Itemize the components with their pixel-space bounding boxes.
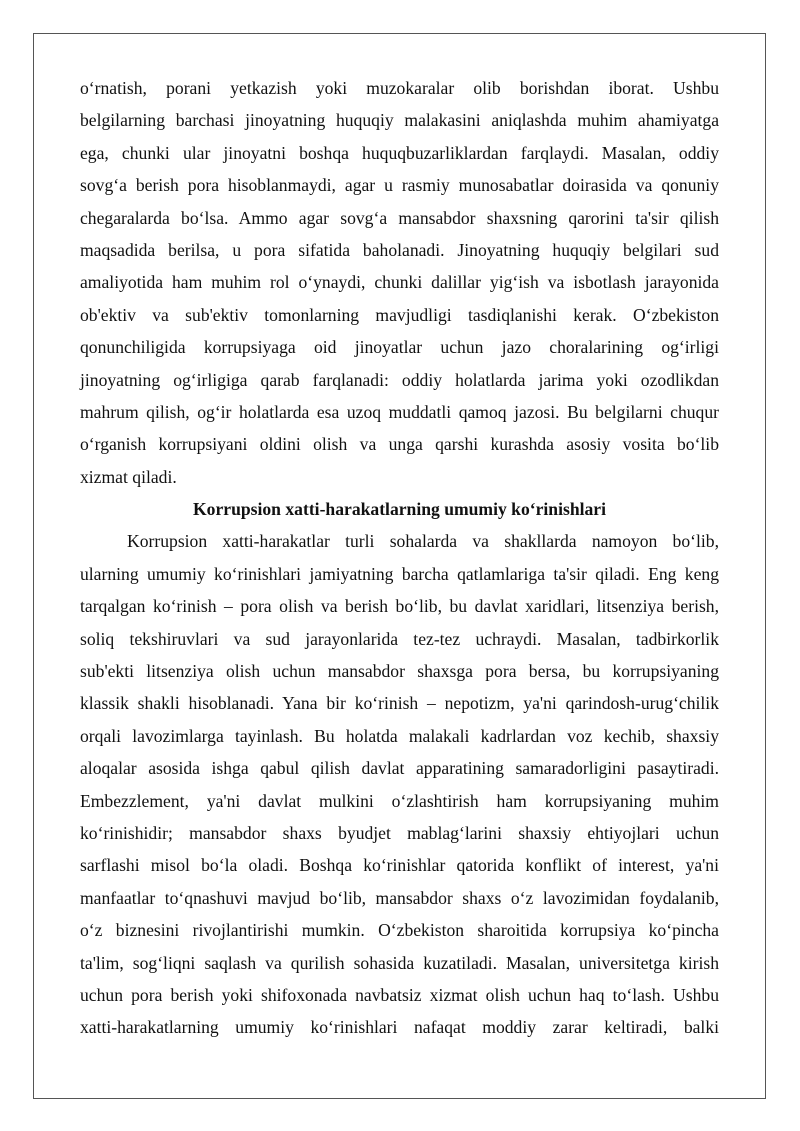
text-line: belgilarning barchasi jinoyatning huquqiy malakasini aniqlashda muhim ahamiyatga — [80, 110, 719, 131]
text-line: aloqalar asosida ishga qabul qilish davlat apparatining samaradorligini pasaytiradi. — [80, 758, 719, 779]
text-line: maqsadida berilsa, u pora sifatida baholanadi. Jinoyatning huquqiy belgilari sud — [80, 239, 719, 260]
text-line: ularning umumiy ko‘rinishlari jamiyatning barcha qatlamlariga ta'sir qiladi. Eng keng — [80, 563, 719, 584]
section-heading: Korrupsion xatti-harakatlarning umumiy ko‘rinishlari — [192, 499, 606, 520]
text-line: ega, chunki ular jinoyatni boshqa huquqbuzarliklardan farqlaydi. Masalan, oddiy — [80, 142, 719, 163]
text-line: sarflashi misol bo‘la oladi. Boshqa ko‘rinishlar qatorida konflikt of interest, ya'ni — [80, 855, 719, 876]
paragraph-1 — [80, 72, 719, 493]
text-line: sub'ekti litsenziya olish uchun mansabdor shaxsga pora bersa, bu korrupsiyaning — [80, 661, 719, 682]
text-line: jinoyatning og‘irligiga qarab farqlanadi: oddiy holatlarda jarima yoki ozodlikdan — [80, 369, 719, 390]
text-line: xizmat qiladi. — [80, 466, 177, 487]
text-line: xatti-harakatlarning umumiy ko‘rinishlari nafaqat moddiy zarar keltiradi, balki — [80, 1017, 719, 1038]
text-line: qonunchiligida korrupsiyaga oid jinoyatlar uchun jazo choralarining og‘irligi — [80, 337, 719, 358]
text-line: chegaralarda bo‘lsa. Ammo agar sovg‘a mansabdor shaxsning qarorini ta'sir qilish — [80, 207, 719, 228]
text-line: o‘z biznesini rivojlantirishi mumkin. O‘zbekiston sharoitida korrupsiya ko‘pincha — [80, 920, 719, 941]
text-line: o‘rnatish, porani yetkazish yoki muzokaralar olib borishdan iborat. Ushbu — [80, 78, 719, 98]
text-line: manfaatlar to‘qnashuvi mavjud bo‘lib, mansabdor shaxs o‘z lavozimidan foydalanib, — [80, 887, 719, 908]
text-line: amaliyotida ham muhim rol o‘ynaydi, chunki dalillar yig‘ish va isbotlash jarayonida — [80, 272, 719, 293]
text-line: sovg‘a berish pora hisoblanmaydi, agar u rasmiy munosabatlar doirasida va qonuniy — [80, 175, 719, 196]
text-line: ko‘rinishidir; mansabdor shaxs byudjet mablag‘larini shaxsiy ehtiyojlari uchun — [80, 822, 719, 843]
text-line: ob'ektiv va sub'ektiv tomonlarning mavjudligi tasdiqlanishi kerak. O‘zbekiston — [80, 304, 719, 325]
text-line: soliq tekshiruvlari va sud jarayonlarida tez-tez uchraydi. Masalan, tadbirkorlik — [80, 628, 719, 649]
paragraph-2 — [80, 525, 719, 1043]
text-line: uchun pora berish yoki shifoxonada navbatsiz xizmat olish uchun haq to‘lash. Ushbu — [80, 984, 719, 1005]
document-body — [80, 72, 719, 1044]
text-line: ta'lim, sog‘liqni saqlash va qurilish sohasida kuzatiladi. Masalan, universitetga kirish — [80, 952, 719, 973]
text-line: o‘rganish korrupsiyani oldini olish va unga qarshi kurashda asosiy vosita bo‘lib — [80, 434, 719, 455]
text-line: tarqalgan ko‘rinish – pora olish va berish bo‘lib, bu davlat xaridlari, litsenziya berish, — [80, 596, 719, 617]
text-line: mahrum qilish, og‘ir holatlarda esa uzoq muddatli qamoq jazosi. Bu belgilarni chuqur — [80, 401, 719, 422]
text-line: Korrupsion xatti-harakatlar turli sohalarda va shakllarda namoyon bo‘lib, — [127, 531, 719, 552]
text-line: klassik shakli hisoblanadi. Yana bir ko‘rinish – nepotizm, ya'ni qarindosh-urug‘chilik — [80, 693, 719, 714]
text-line: Embezzlement, ya'ni davlat mulkini o‘zlashtirish ham korrupsiyaning muhim — [80, 790, 719, 811]
text-line: orqali lavozimlarga tayinlash. Bu holatda malakali kadrlardan voz kechib, shaxsiy — [80, 725, 719, 746]
